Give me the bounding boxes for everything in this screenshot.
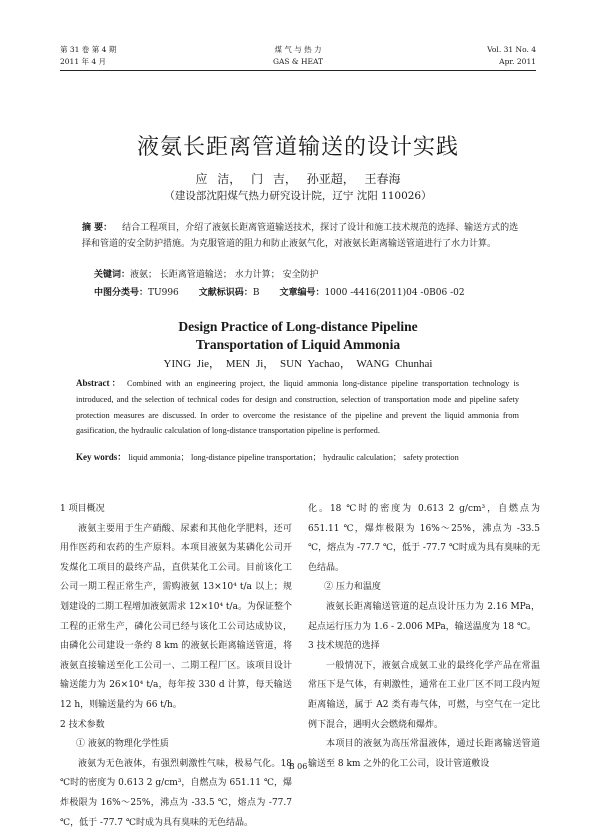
volume-issue: 第 31 卷 第 4 期: [60, 45, 117, 54]
paper-title-cn: 液氨长距离管道输送的设计实践: [136, 135, 459, 160]
classification-row: [94, 286, 465, 300]
journal-volume-en: [487, 44, 536, 68]
section-1-heading: 1 项目概况: [60, 504, 105, 514]
section-2-paragraph-start: 液氨为无色液体，有强烈刺激性气味，极易气化。18 ℃时的密度为 0.613 2 g/cm³，自燃点为 651.11 ℃，爆炸极限为 16%～25%，沸点为 -33.5 ℃，熔点为 -77.7 ℃，低于 -77.7 ℃时成为具有臭味的无色结晶。: [60, 758, 292, 828]
keywords-cn: [94, 268, 319, 282]
keywords-cn-label: 关键词：: [94, 270, 131, 280]
section-2-2-paragraph: 液氨长距离输送管道的起点设计压力为 2.16 MPa，起点运行压力为 1.6 - 2.006 MPa，输送温度为 18 ℃。: [308, 601, 540, 632]
body-column-right: [308, 500, 540, 774]
abstract-en-label: Abstract：: [76, 378, 123, 388]
paper-title-en-line1: Design Practice of Long-distance Pipeline: [178, 319, 418, 334]
subsection-2-2-heading: ② 压力和温度: [324, 582, 381, 593]
section-1-paragraph: 液氨主要用于生产硝酸、尿素和其他化学肥料，还可用作医药和农药的生产原料。本项目液氨为某磷化公司开发煤化工项目的最终产品，直供某化工公司。目前该化工公司一期工程正常生产，需购液氨 13×10⁴ t/a 以上；规划建设的二期工程增加液氨需求 12×10⁴ t/a。为保证整个工程的正常生产，磷化公司已经与该化工公司达成协议，由磷化公司建设一条约 8 km 的液氨长距离输送管道，将液氨直接输送至化工公司一、二期工程厂区。该项目设计输送能力为 26×10⁴ t/a，每年按 330 d 计算，每天输送 12 h，则输送量约为 66 t/h。: [60, 523, 292, 710]
doc-code-label: 文献标识码：: [198, 288, 253, 298]
keywords-en: [76, 450, 519, 466]
keywords-en-text: liquid ammonia； long-distance pipeline transportation； hydraulic calculation； safety protection: [128, 453, 459, 462]
section-3-paragraph-2: 本项目的液氨为高压常温液体，通过长距离输送管道输送至 8 km 之外的化工公司，设计管道敷设: [308, 739, 540, 769]
paper-title-en: [0, 318, 596, 354]
article-no-label: 文章编号：: [279, 288, 325, 298]
abstract-en-text: Combined with an engineering project, the liquid ammonia long-distance pipeline transportation technology is introduced, and the selection of technical codes for design and construction, selection of transportation mode and pipeline safety protection measures are discussed. In order to overcome the resistance of the pipeline and prevent the liquid ammonia from gasification, the hydraulic calculation of long-distance transportation pipeline is performed.: [76, 379, 520, 436]
cls-label: 中图分类号：: [94, 288, 149, 298]
page-number: · B 06 ·: [283, 762, 313, 771]
authors-cn: 应 洁， 门 吉， 孙亚超， 王春海: [195, 172, 401, 186]
section-2-paragraph-cont: 化。18 ℃时的密度为 0.613 2 g/cm³，自燃点为 651.11 ℃，爆炸极限为 16%～25%，沸点为 -33.5 ℃，熔点为 -77.7 ℃，低于 -77.7 ℃时成为具有臭味的无色结晶。: [308, 504, 540, 573]
abstract-cn-text: 结合工程项目，介绍了液氨长距离管道输送技术，探讨了设计和施工技术规范的选择、输送方式的选择和管道的安全防护措施。为克服管道的阻力和防止液氨气化，对液氨长距离输送管道进行了水力计算。: [82, 223, 519, 249]
abstract-en: [76, 376, 519, 439]
abstract-cn-label: 摘 要：: [82, 223, 113, 233]
section-2-heading: 2 技术参数: [60, 719, 105, 730]
cls-value: TU996: [148, 288, 179, 298]
section-3-paragraph-1: 一般情况下，液氨合成氨工业的最终化学产品在常温常压下是气体，有刺激性，通常在工业厂区不同工段内短距离输送，属于 A2 类有毒气体，可燃，与空气在一定比例下混合，遇明火会燃烧和爆炸。: [308, 660, 540, 730]
doc-code-value: B: [252, 288, 260, 298]
abstract-cn: [82, 220, 522, 252]
publication-date-en: Apr. 2011: [499, 57, 536, 66]
volume-issue-en: Vol. 31 No. 4: [487, 45, 536, 54]
publication-date: 2011 年 4 月: [60, 57, 107, 66]
paper-title-en-line2: Transportation of Liquid Ammonia: [195, 337, 401, 352]
journal-name-en: GAS & HEAT: [272, 57, 323, 66]
article-no-value: 1000 -4416(2011)04 -0B06 -02: [324, 288, 465, 298]
subsection-2-1-heading: ① 液氨的物理化学性质: [76, 739, 169, 750]
affiliation-cn: （建设部沈阳煤气热力研究设计院，辽宁 沈阳 110026）: [164, 190, 432, 202]
journal-name-cn: 煤 气 与 热 力: [274, 45, 322, 54]
keywords-en-label: Key words：: [76, 452, 127, 462]
section-3-heading: 3 技术规范的选择: [308, 641, 380, 652]
keywords-cn-text: 液氨； 长距离管道输送； 水力计算； 安全防护: [130, 270, 319, 280]
header-divider: [60, 70, 536, 71]
authors-en: YING Jie， MEN Ji， SUN Yachao， WANG Chunhai: [163, 358, 433, 370]
body-column-left: [60, 500, 292, 828]
